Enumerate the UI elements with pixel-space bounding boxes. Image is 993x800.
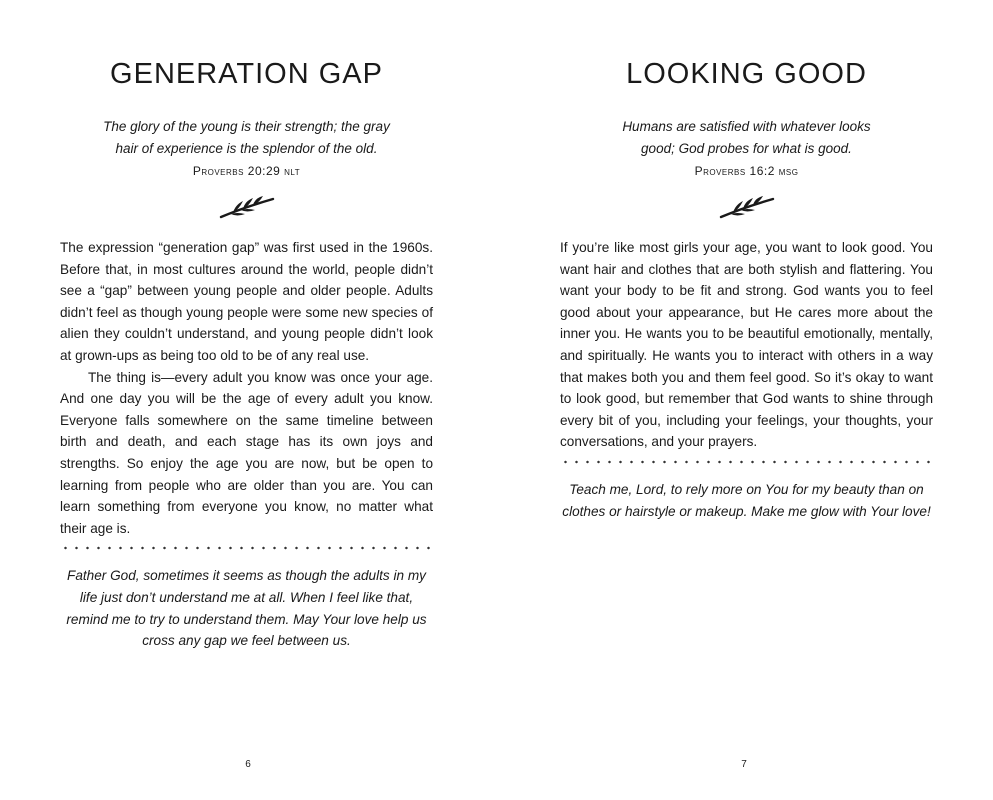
body-paragraph: If you’re like most girls your age, you want to look good. You want hair and clothes that are both stylish and flattering. You want your body to be fit and strong. God wants you to feel good about your appearance, but He cares more about the inner you. He wants you to be beautiful emotionally, mentally, and spiritually. He wants you to interact with others in a way that makes both you and them feel good. So it’s okay to want to look good, but remember that God wants to shine through every bit of you, including your feelings, your thoughts, your conversations, and your prayers. bbox=[560, 240, 933, 450]
body-text bbox=[560, 237, 933, 453]
page-number: 6 bbox=[245, 759, 251, 770]
verse-reference: Proverbs 20:29 nlt bbox=[192, 164, 301, 178]
page-title: GENERATION GAP bbox=[110, 58, 383, 90]
scripture-verse bbox=[560, 116, 933, 160]
body-paragraph: The thing is—every adult you know was once your age. And one day you will be the age of every adult you know. Everyone falls somewhere on the same timeline between birth and death, and each stage has its own joys and strengths. So enjoy the age you are now, but be open to learning from people who are older than you are. You can learn something from everyone you know, no matter what their age is. bbox=[60, 369, 433, 536]
prayer-text: Father God, sometimes it seems as though the adults in my life just don’t understand me at all. When I feel like that, remind me to try to understand them. May Your love help us cross any gap we feel between us. bbox=[66, 568, 427, 649]
left-page bbox=[0, 0, 496, 800]
verse-line: Humans are satisfied with whatever looks bbox=[622, 119, 871, 134]
verse-line: hair of experience is the splendor of the old. bbox=[115, 141, 378, 156]
verse-line: good; God probes for what is good. bbox=[641, 141, 852, 156]
leaf-branch-icon bbox=[560, 193, 933, 227]
verse-line: The glory of the young is their strength; the gray bbox=[103, 119, 390, 134]
verse-reference: Proverbs 16:2 msg bbox=[694, 164, 799, 178]
dotted-divider bbox=[560, 459, 933, 465]
prayer-text: Teach me, Lord, to rely more on You for my beauty than on clothes or hairstyle or makeup. Make me glow with Your love! bbox=[562, 481, 931, 519]
body-paragraph: The expression “generation gap” was first used in the 1960s. Before that, in most cultures around the world, people didn’t see a “gap” between young people and older people. Adults didn’t feel as though young people were some new species of alien they couldn’t understand, and young people didn’t look at grown-ups as being too old to be of any real use. bbox=[60, 240, 433, 363]
body-text bbox=[60, 237, 433, 539]
page-title: LOOKING GOOD bbox=[626, 58, 867, 90]
leaf-branch-icon bbox=[60, 193, 433, 227]
dotted-divider bbox=[60, 545, 433, 551]
right-page bbox=[496, 0, 992, 800]
page-number: 7 bbox=[741, 759, 747, 770]
scripture-verse bbox=[60, 116, 433, 160]
